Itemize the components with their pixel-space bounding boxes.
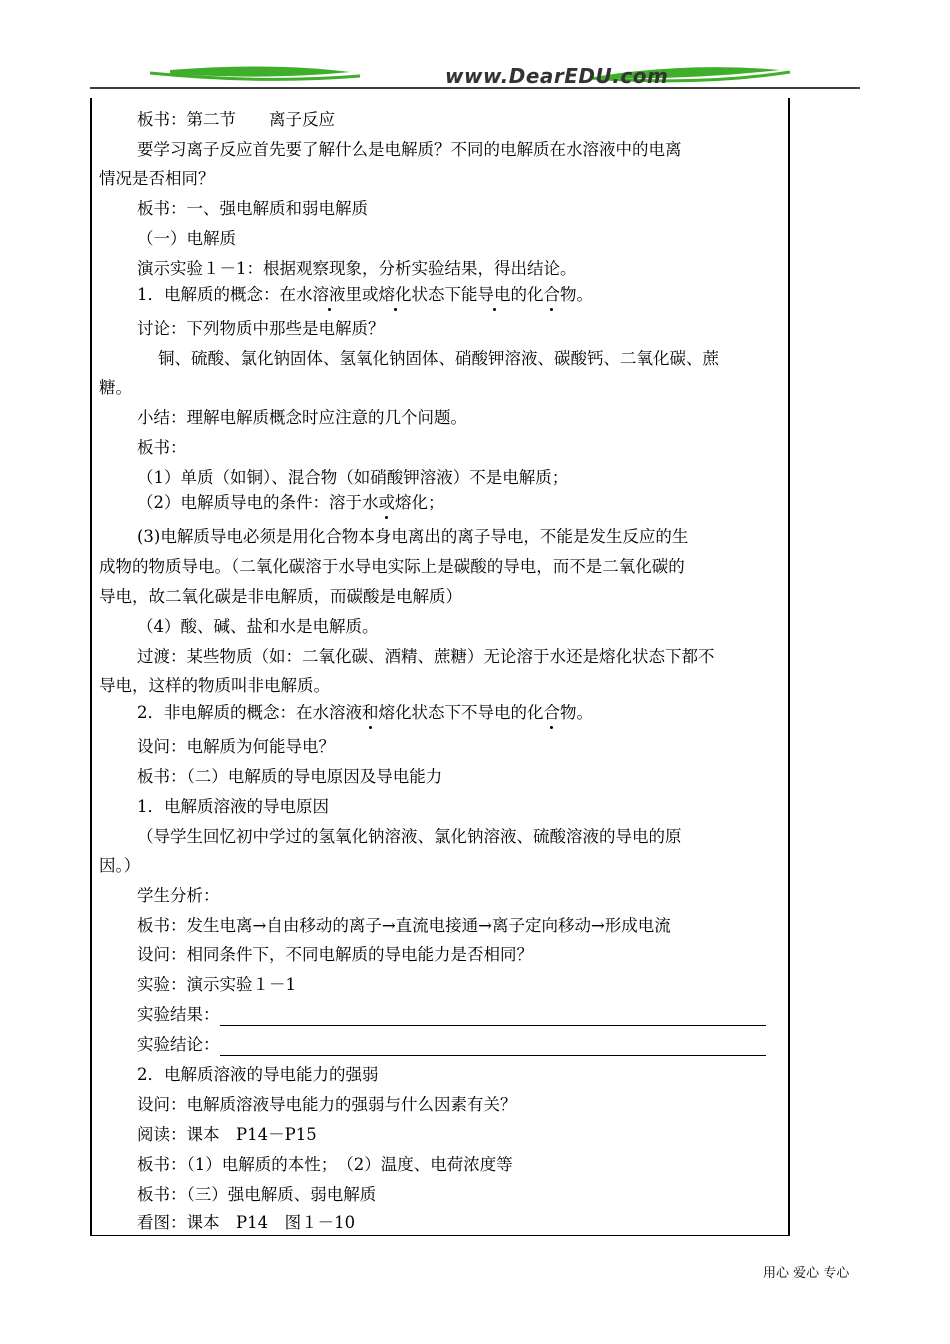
conclusion-label: 实验结论： xyxy=(137,1035,220,1054)
line-15: (3)电解质导电必须是用化合物本身电离出的离子导电，不能是发生反应的生 xyxy=(137,527,689,546)
line-21-c: 熔化状态下不导电的 xyxy=(378,703,527,722)
line-28: 板书：发生电离→自由移动的离子→直流电接通→离子定向移动→形成电流 xyxy=(137,916,671,935)
line-38: 看图：课本 P14 图１－10 xyxy=(137,1213,356,1232)
line-14 xyxy=(137,492,445,514)
line-7-h: 化合物 xyxy=(527,285,577,304)
line-30: 实验：演示实验１－1 xyxy=(137,975,296,994)
line-21 xyxy=(137,702,593,724)
line-3: 情况是否相同？ xyxy=(99,169,215,188)
footer-slogan: 用心 爱心 专心 xyxy=(763,1266,850,1281)
line-7-g: 的 xyxy=(510,285,527,304)
line-10: 糖。 xyxy=(99,378,132,397)
line-7-e: 状态下能 xyxy=(411,285,478,304)
line-35: 阅读：课本 P14－P15 xyxy=(137,1125,317,1144)
line-7 xyxy=(137,284,593,306)
line-8: 讨论：下列物质中那些是电解质？ xyxy=(137,319,385,338)
line-21-e: 。 xyxy=(576,703,593,722)
line-31 xyxy=(137,1004,766,1026)
line-24: 1．电解质溶液的导电原因 xyxy=(137,797,329,816)
line-16: 成物的物质导电。（二氧化碳溶于水导电实际上是碳酸的导电，而不是二氧化碳的 xyxy=(99,557,685,576)
conclusion-blank xyxy=(220,1037,766,1056)
line-17: 导电，故二氧化碳是非电解质，而碳酸是电解质） xyxy=(99,587,462,606)
line-1: 板书：第二节 离子反应 xyxy=(137,110,335,129)
line-7-c: 或 xyxy=(362,285,379,304)
line-23: 板书：（二）电解质的导电原因及导电能力 xyxy=(137,767,443,786)
line-32 xyxy=(137,1034,766,1056)
line-12: 板书： xyxy=(137,438,187,457)
line-11: 小结：理解电解质概念时应注意的几个问题。 xyxy=(137,408,467,427)
line-20: 导电，这样的物质叫非电解质。 xyxy=(99,676,330,695)
result-label: 实验结果： xyxy=(137,1005,220,1024)
line-21-a: 2．非电解质的概念：在水溶液 xyxy=(137,703,362,722)
line-7-b: 水溶液里 xyxy=(296,285,362,304)
line-18: （4）酸、碱、盐和水是电解质。 xyxy=(137,617,379,636)
result-blank xyxy=(220,1007,766,1026)
line-34: 设问：电解质溶液导电能力的强弱与什么因素有关？ xyxy=(137,1095,517,1114)
line-7-i: 。 xyxy=(576,285,593,304)
line-4: 板书：一、强电解质和弱电解质 xyxy=(137,199,368,218)
line-36: 板书：（1）电解质的本性； （2）温度、电荷浓度等 xyxy=(137,1155,513,1174)
line-21-b: 和 xyxy=(362,703,379,722)
line-5: （一）电解质 xyxy=(137,229,236,248)
line-21-d: 化合物 xyxy=(527,703,577,722)
line-29: 设问：相同条件下，不同电解质的导电能力是否相同？ xyxy=(137,945,533,964)
line-14-c: 熔化； xyxy=(395,493,445,512)
line-19: 过渡：某些物质（如：二氧化碳、酒精、蔗糖）无论溶于水还是熔化状态下都不 xyxy=(137,647,715,666)
line-37: 板书：（三）强电解质、弱电解质 xyxy=(137,1185,377,1204)
line-33: 2．电解质溶液的导电能力的强弱 xyxy=(137,1065,379,1084)
site-logo: www.DearEDU.com xyxy=(445,64,669,88)
line-7-d: 熔化 xyxy=(378,285,412,304)
line-14-a: （2）电解质导电的条件：溶于水 xyxy=(137,493,379,512)
line-14-b: 或 xyxy=(378,493,395,512)
line-27: 学生分析： xyxy=(137,886,220,905)
line-2: 要学习离子反应首先要了解什么是电解质？不同的电解质在水溶液中的电离 xyxy=(137,140,682,159)
line-6: 演示实验１－1：根据观察现象，分析实验结果，得出结论。 xyxy=(137,259,577,278)
site-header xyxy=(90,58,860,92)
line-25: （导学生回忆初中学过的氢氧化钠溶液、氯化钠溶液、硫酸溶液的导电的原 xyxy=(137,827,682,846)
line-22: 设问：电解质为何能导电？ xyxy=(137,737,335,756)
line-7-a: 1．电解质的概念：在 xyxy=(137,285,296,304)
line-9: 铜、硫酸、氯化钠固体、氢氧化钠固体、硝酸钾溶液、碳酸钙、二氧化碳、蔗 xyxy=(158,349,719,368)
line-13: （1）单质（如铜）、混合物（如硝酸钾溶液）不是电解质； xyxy=(137,468,569,487)
line-26: 因。） xyxy=(99,856,141,875)
line-7-f: 导电 xyxy=(477,285,511,304)
